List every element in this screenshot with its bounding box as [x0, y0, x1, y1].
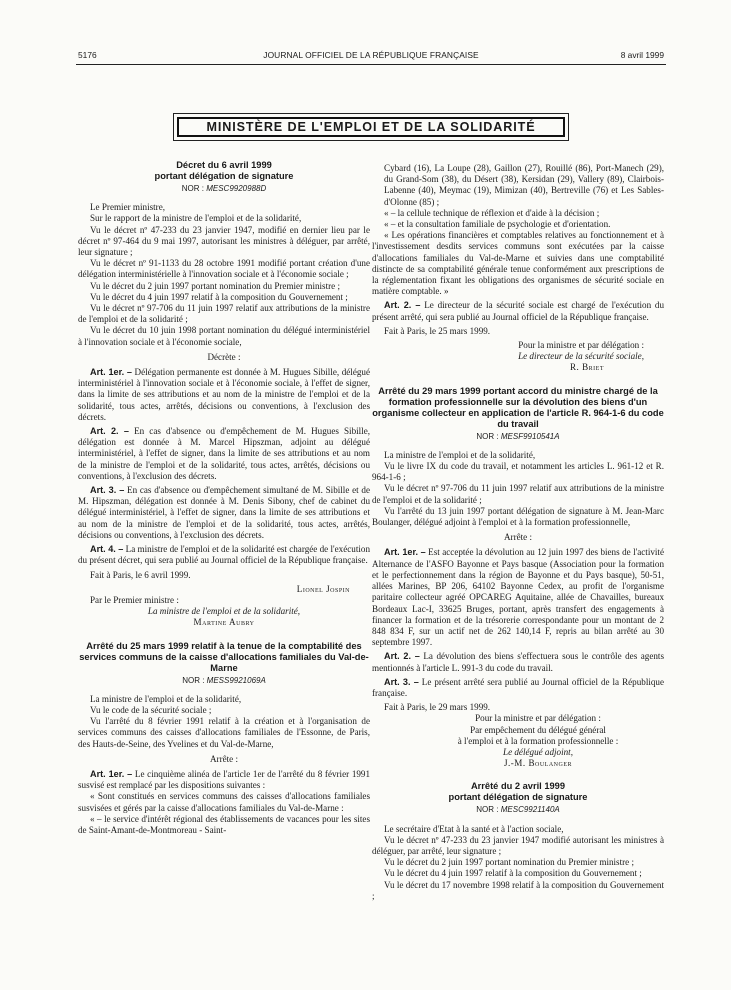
arrete-heading: Arrête :: [209, 753, 239, 764]
paragraph: Vu le code de la sécurité sociale ;: [90, 704, 212, 715]
paragraph: Vu le livre IX du code du travail, et notamment les articles L. 961-12 et R. 964-1-6 ;: [372, 461, 664, 483]
signature-line: Pour la ministre et par délégation :: [518, 340, 644, 351]
paragraph: Vu le décret du 10 juin 1998 portant nomination du délégué interministériel à l'innovation sociale et à l'économie sociale,: [78, 325, 370, 347]
quoted-paragraph: « Sont constitués en services communs des caisses d'allocations familiales susvisées et gérés par la caisse d'allocations familiales du Val-de-Marne :: [78, 791, 370, 813]
signatory-2: Martine Aubry: [193, 617, 255, 628]
article-text: En cas d'absence ou d'empêchement simultané de M. Sibille et de M. Hipszman, délégation est donnée à M. Denis Sibony, chef de cabinet du délégué interministériel, à l'effet de signer, dans la limite de ses attributions et au nom de la ministre de l'emploi et de la solidarité, tous actes, arrêtés, décisions ou conventions, à l'exclusion des décrets.: [78, 485, 370, 540]
paragraph: Vu le décret nº 47-233 du 23 janvier 1947, modifié en dernier lieu par le décret nº 97-464 du 9 mai 1997, autorisant les ministres à déléguer, par arrêté, leur signature ;: [78, 224, 370, 258]
article-label: Art. 1er. –: [90, 768, 133, 779]
article-label: Art. 1er. –: [90, 367, 132, 378]
running-header: [78, 50, 664, 62]
nor-label: NOR :: [476, 805, 499, 815]
paragraph: « Les opérations financières et comptables relatives au fonctionnement et à l'investissement desdits services communs sont exécutées par la caisse d'allocations familiales du Val-de-Marne et suivies dans une comptabilité distincte de sa comptabilité générale tenue conformément aux prescriptions de la réglementation fixant les obligations des organismes de sécurité sociale en matière comptable. »: [372, 230, 664, 297]
signature-role: Le délégué adjoint,: [503, 746, 573, 757]
paragraph: La ministre de l'emploi et de la solidarité,: [384, 449, 536, 460]
paragraph: La ministre de l'emploi et de la solidarité,: [90, 693, 242, 704]
nor-reference: [372, 804, 664, 815]
nor-code: MESC9920988D: [206, 184, 267, 193]
signatory: R. Briet: [569, 362, 604, 373]
paragraph: « – et la consultation familiale de psychologie et d'orientation.: [384, 219, 611, 230]
article-2: [78, 426, 370, 482]
paragraph: Vu le décret du 4 juin 1997 relatif à la composition du Gouvernement ;: [90, 291, 348, 302]
journal-title: JOURNAL OFFICIEL DE LA RÉPUBLIQUE FRANÇAISE: [263, 50, 479, 60]
par-line: Par le Premier ministre :: [90, 594, 179, 605]
article-label: Art. 1er. –: [384, 547, 426, 558]
paragraph: Cybard (16), La Loupe (28), Gaillon (27), Rouillé (86), Port-Manech (29), du Grand-Som (38), du Désert (38), Kersidan (29), Vallery (89), Clairbois-Labenne (40), Meymac (19), Mimizan (40), Bertreville (76) et Les Sables-d'Olonne (85) ;: [384, 163, 664, 207]
nor-reference: [78, 675, 370, 686]
paragraph: Vu le décret du 2 juin 1997 portant nomination du Premier ministre ;: [90, 280, 340, 291]
fait-date: Fait à Paris, le 29 mars 1999.: [384, 702, 491, 713]
signatory-role: La ministre de l'emploi et de la solidarité,: [147, 606, 301, 617]
signature-line: à l'emploi et à la formation professionnelle :: [457, 735, 619, 746]
page-number: 5176: [78, 50, 97, 60]
header-rule: [76, 64, 666, 65]
nor-code: MESC9921140A: [500, 805, 560, 815]
article-label: Art. 4. –: [90, 544, 124, 555]
article-text: Le présent arrêté sera publié au Journal officiel de la République française.: [372, 676, 664, 698]
paragraph: Le Premier ministre,: [90, 202, 166, 213]
nor-code: MESS9921069A: [206, 675, 266, 685]
arrete-subtitle: portant délégation de signature: [448, 792, 588, 803]
signatory: Lionel Jospin: [296, 583, 350, 594]
arrete-heading: Arrête :: [503, 532, 533, 543]
arrete-25-mars-continued: [372, 163, 664, 374]
paragraph: Vu le décret du 2 juin 1997 portant nomination du Premier ministre ;: [384, 857, 634, 868]
article-3: [78, 485, 370, 541]
left-column: [78, 160, 370, 836]
right-column: [372, 163, 664, 902]
article-label: Art. 2. –: [384, 300, 421, 311]
signature-role: Le directeur de la sécurité sociale,: [518, 351, 644, 362]
decree-subtitle: portant délégation de signature: [154, 171, 294, 181]
arrete-2-avril: [372, 781, 664, 902]
article-text: Le directeur de la sécurité sociale est chargé de l'exécution du présent arrêté, qui sera publié au Journal officiel de la République française.: [372, 300, 664, 322]
article-1: [372, 547, 664, 648]
arrete-29-mars: [372, 386, 664, 770]
article-label: Art. 2. –: [384, 651, 420, 662]
article-text: Est acceptée la dévolution au 12 juin 1997 des biens de l'activité Alternance de l'ASFO Bayonne et Pays basque (Association pour la formation et le perfectionnement dans la région de Bayonne et du Pays basque), 50-51, allées Marines, BP 206, 64102 Bayonne Cedex, au profit de l'organisme paritaire collecteur agréé OPCAREG Aquitaine, allée de Chavailles, bureaux Bordeaux Lac-I, 33625 Bruges, portant, après transfert des engagements à financer la formation et de la trésorerie correspondante pour un montant de 2 848 834 F, sur un actif net de 262 140,14 F, repris au bilan arrêté au 30 septembre 1997.: [372, 547, 664, 648]
fait-date: Fait à Paris, le 25 mars 1999.: [384, 325, 491, 336]
paragraph: « – la cellule technique de réflexion et d'aide à la décision ;: [384, 207, 600, 218]
nor-label: NOR :: [181, 184, 204, 193]
paragraph: Vu l'arrêté du 8 février 1991 relatif à la création et à l'organisation de services communs des caisses d'allocations familiales de l'Essonne, de Paris, des Hauts-de-Seine, des Yvelines et du Val-de-Marne,: [78, 716, 370, 749]
article-3: [372, 677, 664, 699]
fait-date: Fait à Paris, le 6 avril 1999.: [90, 569, 191, 580]
paragraph: Le secrétaire d'Etat à la santé et à l'action sociale,: [384, 823, 564, 834]
article-text: En cas d'absence ou d'empêchement de M. Hugues Sibille, délégation est donnée à M. Marcel Hipszman, adjoint au délégué interministériel, à l'effet de signer, dans la limite de ses attributions et au nom de la ministre de l'emploi et de la solidarité, tous actes, arrêtés, décisions ou conventions, à l'exclusion des décrets.: [78, 426, 370, 481]
ministry-banner: [173, 113, 569, 141]
article-label: Art. 2. –: [90, 426, 129, 437]
arrete-title: Arrêté du 2 avril 1999: [470, 781, 566, 792]
decree-title: Décret du 6 avril 1999: [176, 160, 272, 170]
article-4: [78, 544, 370, 566]
nor-reference: [372, 431, 664, 442]
paragraph: Vu le décret nº 47-233 du 23 janvier 1947 modifié autorisant les ministres à déléguer, par arrêté, leur signature ;: [372, 834, 664, 856]
article-2: [372, 651, 664, 673]
article-label: Art. 3. –: [90, 485, 125, 496]
signatory: J.-M. Boulanger: [503, 758, 573, 769]
nor-label: NOR :: [476, 431, 499, 441]
paragraph: Vu le décret nº 97-706 du 11 juin 1997 relatif aux attributions de la ministre de l'emploi et de la solidarité ;: [372, 483, 664, 505]
decree-6-avril: [78, 160, 370, 629]
paragraph: Vu l'arrêté du 13 juin 1997 portant délégation de signature à M. Jean-Marc Boulanger, délégué adjoint à l'emploi et à la formation professionnelle,: [372, 505, 664, 528]
article-1: [78, 769, 370, 791]
arrete-title: Arrêté du 29 mars 1999 portant accord du ministre chargé de la formation professionnelle sur la dévolution des biens d'un organisme collecteur en application de l'article R. 964-1-6 du code du travail: [372, 385, 664, 429]
article-text: La ministre de l'emploi et de la solidarité est chargée de l'exécution du présent décret, qui sera publié au Journal officiel de la République française.: [78, 544, 370, 566]
paragraph: Vu le décret nº 97-706 du 11 juin 1997 relatif aux attributions de la ministre de l'emploi et de la solidarité ;: [78, 303, 370, 325]
nor-label: NOR :: [182, 675, 205, 685]
nor-code: MESF9910541A: [500, 431, 560, 441]
paragraph: Vu le décret du 4 juin 1997 relatif à la composition du Gouvernement ;: [384, 868, 642, 879]
paragraph: Sur le rapport de la ministre de l'emploi et de la solidarité,: [90, 213, 302, 224]
signature-line: Pour la ministre et par délégation :: [475, 713, 601, 724]
arrete-title: Arrêté du 25 mars 1999 relatif à la tenue de la comptabilité des services communs de la caisse d'allocations familiales du Val-de-Marne: [79, 640, 369, 673]
signature-line: Par empêchement du délégué général: [470, 724, 606, 735]
article-text: Délégation permanente est donnée à M. Hugues Sibille, délégué interministériel à l'innovation sociale et à l'économie sociale, à l'effet de signer, dans la limite de ses attributions et au nom de la ministre de l'emploi et de la solidarité, tous actes, arrêtés, décisions ou conventions, à l'exclusion des décrets.: [78, 367, 370, 422]
decrete-heading: Décrète :: [207, 351, 241, 362]
nor-reference: [78, 183, 370, 194]
article-label: Art. 3. –: [384, 676, 419, 687]
paragraph: Vu le décret nº 91-1133 du 28 octobre 1991 modifié portant création d'une délégation interministérielle à l'innovation sociale et à l'économie sociale ;: [78, 258, 370, 280]
article-text: La dévolution des biens s'effectuera sous le contrôle des agents mentionnés à l'article L. 991-3 du code du travail.: [372, 651, 664, 673]
article-text: Le cinquième alinéa de l'article 1er de l'arrêté du 8 février 1991 susvisé est remplacé par les dispositions suivantes :: [78, 768, 371, 791]
article-2: [372, 300, 664, 322]
article-1: [78, 367, 370, 423]
quoted-paragraph: « – le service d'intérêt régional des établissements de vacances pour les sites de Saint-Amant-de-Montmoreau - Saint-: [78, 813, 370, 835]
paragraph: Vu le décret du 17 novembre 1998 relatif à la composition du Gouvernement ;: [372, 879, 664, 901]
ministry-title: MINISTÈRE DE L'EMPLOI ET DE LA SOLIDARITÉ: [206, 120, 536, 134]
arrete-25-mars: [78, 641, 370, 837]
issue-date: 8 avril 1999: [620, 50, 664, 60]
